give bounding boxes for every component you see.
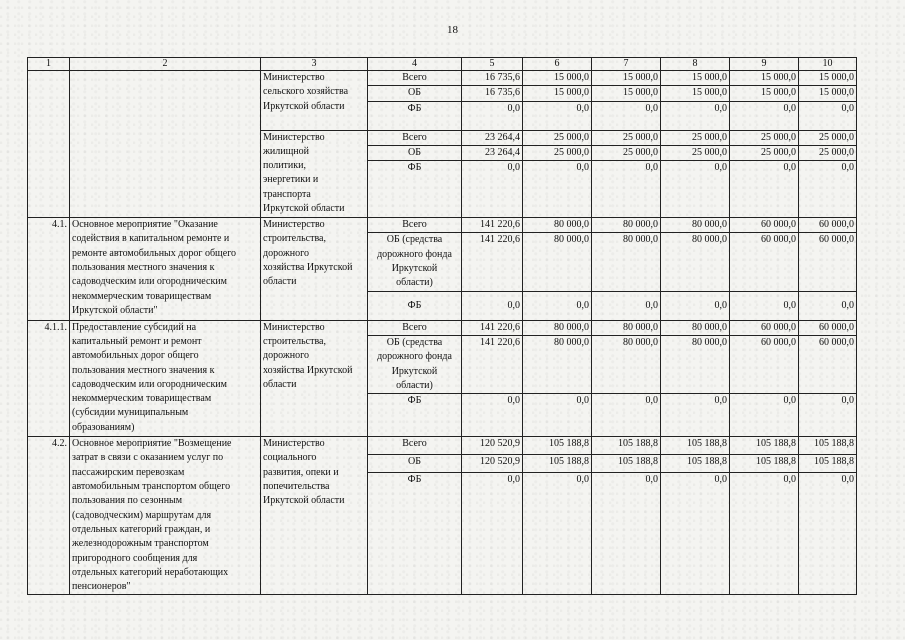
value-cell: 0,0 bbox=[661, 101, 730, 130]
table-row bbox=[28, 320, 857, 335]
measure-title: Предоставление субсидий на капитальный ремонт и ремонт автомобильных дорог общего пользования местного значения к садоводческим или огородническим некоммерческим товариществам (субсидии муниципальным образованиям) bbox=[70, 320, 261, 436]
value-cell: 60 000,0 bbox=[799, 233, 857, 291]
value-cell: 141 220,6 bbox=[462, 320, 523, 335]
executor-cell: Министерство строительства, дорожного хозяйства Иркутской области bbox=[261, 320, 368, 436]
value-cell: 16 735,6 bbox=[462, 86, 523, 101]
header-cell: 3 bbox=[261, 58, 368, 71]
value-cell: 60 000,0 bbox=[730, 320, 799, 335]
header-cell: 2 bbox=[70, 58, 261, 71]
header-cell: 9 bbox=[730, 58, 799, 71]
value-cell: 25 000,0 bbox=[730, 145, 799, 160]
value-cell: 80 000,0 bbox=[661, 233, 730, 291]
source-fb: ФБ bbox=[368, 101, 462, 130]
value-cell: 60 000,0 bbox=[799, 335, 857, 393]
value-cell: 0,0 bbox=[799, 161, 857, 218]
value-cell: 0,0 bbox=[592, 473, 661, 595]
value-cell: 60 000,0 bbox=[730, 233, 799, 291]
header-cell: 5 bbox=[462, 58, 523, 71]
value-cell: 25 000,0 bbox=[661, 130, 730, 145]
source-fb: ФБ bbox=[368, 291, 462, 320]
value-cell: 0,0 bbox=[730, 473, 799, 595]
source-fb: ФБ bbox=[368, 473, 462, 595]
row-number: 4.1.1. bbox=[28, 320, 70, 436]
executor-cell: Министерство социального развития, опеки и попечительства Иркутской области bbox=[261, 437, 368, 595]
source-total: Всего bbox=[368, 218, 462, 233]
value-cell: 25 000,0 bbox=[661, 145, 730, 160]
value-cell: 23 264,4 bbox=[462, 130, 523, 145]
source-ob: ОБ bbox=[368, 145, 462, 160]
value-cell: 0,0 bbox=[592, 291, 661, 320]
value-cell: 105 188,8 bbox=[592, 437, 661, 455]
value-cell: 0,0 bbox=[661, 473, 730, 595]
value-cell: 0,0 bbox=[523, 291, 592, 320]
value-cell: 0,0 bbox=[462, 394, 523, 437]
value-cell: 80 000,0 bbox=[661, 218, 730, 233]
source-ob-road-fund: ОБ (средства дорожного фонда Иркутской области) bbox=[368, 335, 462, 393]
value-cell: 15 000,0 bbox=[799, 71, 857, 86]
source-ob: ОБ bbox=[368, 455, 462, 473]
value-cell: 0,0 bbox=[730, 161, 799, 218]
measure-title bbox=[70, 71, 261, 218]
header-cell: 6 bbox=[523, 58, 592, 71]
value-cell: 120 520,9 bbox=[462, 455, 523, 473]
table-row bbox=[28, 437, 857, 455]
value-cell: 0,0 bbox=[592, 101, 661, 130]
value-cell: 25 000,0 bbox=[592, 145, 661, 160]
value-cell: 16 735,6 bbox=[462, 71, 523, 86]
value-cell: 0,0 bbox=[462, 291, 523, 320]
value-cell: 0,0 bbox=[523, 161, 592, 218]
value-cell: 0,0 bbox=[592, 161, 661, 218]
value-cell: 0,0 bbox=[730, 101, 799, 130]
source-fb: ФБ bbox=[368, 161, 462, 218]
value-cell: 105 188,8 bbox=[661, 455, 730, 473]
value-cell: 105 188,8 bbox=[799, 455, 857, 473]
table-row bbox=[28, 218, 857, 233]
value-cell: 0,0 bbox=[462, 161, 523, 218]
value-cell: 15 000,0 bbox=[730, 86, 799, 101]
header-cell: 4 bbox=[368, 58, 462, 71]
value-cell: 15 000,0 bbox=[592, 86, 661, 101]
value-cell: 105 188,8 bbox=[523, 437, 592, 455]
value-cell: 80 000,0 bbox=[523, 335, 592, 393]
value-cell: 15 000,0 bbox=[523, 71, 592, 86]
value-cell: 15 000,0 bbox=[730, 71, 799, 86]
value-cell: 0,0 bbox=[523, 394, 592, 437]
value-cell: 15 000,0 bbox=[799, 86, 857, 101]
value-cell: 15 000,0 bbox=[592, 71, 661, 86]
executor-cell: Министерство жилищной политики, энергетики и транспорта Иркутской области bbox=[261, 130, 368, 218]
value-cell: 0,0 bbox=[799, 101, 857, 130]
value-cell: 0,0 bbox=[661, 394, 730, 437]
value-cell: 15 000,0 bbox=[523, 86, 592, 101]
value-cell: 80 000,0 bbox=[661, 335, 730, 393]
value-cell: 0,0 bbox=[799, 394, 857, 437]
value-cell: 105 188,8 bbox=[730, 437, 799, 455]
measure-title: Основное мероприятие "Возмещение затрат в связи с оказанием услуг по пассажирским перевозкам автомобильным транспортом общего пользования по сезонным (садоводческим) маршрутам для отдельных категорий граждан, и железнодорожным транспортом пригородного сообщения для отдельных категорий неработающих пенсионеров" bbox=[70, 437, 261, 595]
header-cell: 7 bbox=[592, 58, 661, 71]
row-number: 4.1. bbox=[28, 218, 70, 320]
value-cell: 15 000,0 bbox=[661, 71, 730, 86]
budget-table bbox=[27, 57, 857, 595]
source-ob: ОБ bbox=[368, 86, 462, 101]
value-cell: 105 188,8 bbox=[523, 455, 592, 473]
row-number bbox=[28, 71, 70, 218]
value-cell: 141 220,6 bbox=[462, 335, 523, 393]
value-cell: 25 000,0 bbox=[523, 145, 592, 160]
value-cell: 105 188,8 bbox=[592, 455, 661, 473]
value-cell: 120 520,9 bbox=[462, 437, 523, 455]
value-cell: 0,0 bbox=[661, 291, 730, 320]
value-cell: 80 000,0 bbox=[592, 320, 661, 335]
executor-cell: Министерство строительства, дорожного хозяйства Иркутской области bbox=[261, 218, 368, 320]
value-cell: 141 220,6 bbox=[462, 233, 523, 291]
value-cell: 141 220,6 bbox=[462, 218, 523, 233]
value-cell: 80 000,0 bbox=[592, 233, 661, 291]
value-cell: 25 000,0 bbox=[592, 130, 661, 145]
value-cell: 23 264,4 bbox=[462, 145, 523, 160]
table-header-row bbox=[28, 58, 857, 71]
value-cell: 60 000,0 bbox=[730, 335, 799, 393]
source-fb: ФБ bbox=[368, 394, 462, 437]
value-cell: 60 000,0 bbox=[730, 218, 799, 233]
value-cell: 0,0 bbox=[462, 473, 523, 595]
value-cell: 0,0 bbox=[799, 291, 857, 320]
source-ob-road-fund: ОБ (средства дорожного фонда Иркутской области) bbox=[368, 233, 462, 291]
value-cell: 0,0 bbox=[523, 473, 592, 595]
value-cell: 60 000,0 bbox=[799, 320, 857, 335]
value-cell: 80 000,0 bbox=[523, 218, 592, 233]
value-cell: 25 000,0 bbox=[523, 130, 592, 145]
value-cell: 25 000,0 bbox=[799, 145, 857, 160]
value-cell: 0,0 bbox=[730, 291, 799, 320]
value-cell: 0,0 bbox=[592, 394, 661, 437]
value-cell: 80 000,0 bbox=[592, 218, 661, 233]
header-cell: 8 bbox=[661, 58, 730, 71]
value-cell: 80 000,0 bbox=[523, 233, 592, 291]
header-cell: 10 bbox=[799, 58, 857, 71]
value-cell: 60 000,0 bbox=[799, 218, 857, 233]
value-cell: 80 000,0 bbox=[523, 320, 592, 335]
value-cell: 80 000,0 bbox=[592, 335, 661, 393]
value-cell: 105 188,8 bbox=[661, 437, 730, 455]
value-cell: 0,0 bbox=[730, 394, 799, 437]
header-cell: 1 bbox=[28, 58, 70, 71]
value-cell: 15 000,0 bbox=[661, 86, 730, 101]
page-number: 18 bbox=[447, 24, 458, 36]
value-cell: 0,0 bbox=[523, 101, 592, 130]
source-total: Всего bbox=[368, 320, 462, 335]
measure-title: Основное мероприятие "Оказание содействия в капитальном ремонте и ремонте автомобильных дорог общего пользования местного значения к садоводческим или огородническим некоммерческим товариществам Иркутской области" bbox=[70, 218, 261, 320]
value-cell: 105 188,8 bbox=[730, 455, 799, 473]
value-cell: 0,0 bbox=[799, 473, 857, 595]
value-cell: 25 000,0 bbox=[730, 130, 799, 145]
value-cell: 0,0 bbox=[462, 101, 523, 130]
executor-cell: Министерство сельского хозяйства Иркутской области bbox=[261, 71, 368, 131]
table-row bbox=[28, 71, 857, 86]
value-cell: 0,0 bbox=[661, 161, 730, 218]
value-cell: 105 188,8 bbox=[799, 437, 857, 455]
source-total: Всего bbox=[368, 130, 462, 145]
source-total: Всего bbox=[368, 437, 462, 455]
value-cell: 80 000,0 bbox=[661, 320, 730, 335]
row-number: 4.2. bbox=[28, 437, 70, 595]
value-cell: 25 000,0 bbox=[799, 130, 857, 145]
source-total: Всего bbox=[368, 71, 462, 86]
